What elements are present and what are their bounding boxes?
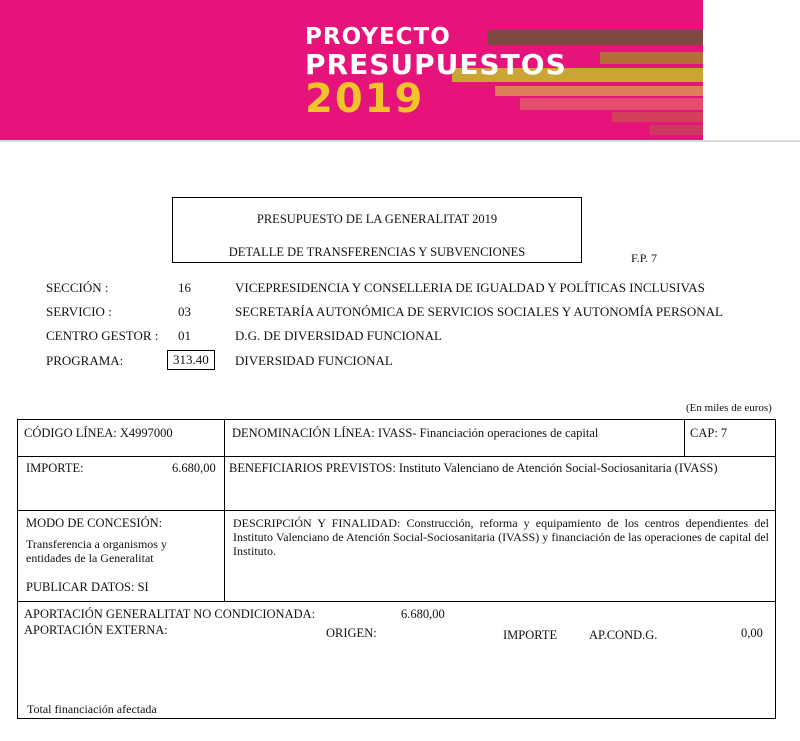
servicio-name: SECRETARÍA AUTONÓMICA DE SERVICIOS SOCIALES Y AUTONOMÍA PERSONAL	[235, 304, 723, 319]
beneficiarios: BENEFICIARIOS PREVISTOS: Instituto Valenciano de Atención Social-Sociosanitaria (IVASS)	[229, 461, 718, 475]
capitulo: CAP: 7	[690, 426, 728, 440]
ap-cond-label: AP.COND.G.	[589, 628, 658, 642]
importe-column-label: IMPORTE	[503, 628, 558, 642]
banner-stripe	[600, 52, 703, 64]
banner-line2: PRESUPUESTOS	[305, 48, 567, 81]
seccion-name: VICEPRESIDENCIA Y CONSELLERIA DE IGUALDAD Y POLÍTICAS INCLUSIVAS	[235, 280, 705, 295]
banner-line1: PROYECTO	[305, 24, 451, 50]
modo-concesion-line1: Transferencia a organismos y	[26, 537, 167, 551]
banner-year: 2019	[305, 76, 425, 122]
document-subtitle: DETALLE DE TRANSFERENCIAS Y SUBVENCIONES	[228, 245, 526, 259]
units-note: (En miles de euros)	[686, 402, 772, 414]
total-financiacion-label: Total financiación afectada	[27, 702, 157, 716]
banner-stripe	[487, 30, 703, 45]
denominacion-linea: DENOMINACIÓN LÍNEA: IVASS- Financiación operaciones de capital	[232, 426, 599, 440]
descripcion-finalidad: DESCRIPCIÓN Y FINALIDAD: Construcción, reforma y equipamiento de los centros dependientes del Instituto Valenciano de Atención Social-Sociosanitaria (IVASS) y financiación de las operaciones de capital del Instituto.	[233, 516, 769, 558]
banner-divider	[0, 140, 800, 142]
document-title: PRESUPUESTO DE LA GENERALITAT 2019	[256, 212, 498, 226]
row-divider	[17, 510, 776, 511]
banner-stripe	[495, 86, 703, 96]
centro-label: CENTRO GESTOR :	[46, 328, 159, 343]
servicio-code: 03	[178, 304, 191, 319]
column-divider	[684, 419, 685, 456]
row-divider	[17, 601, 776, 602]
codigo-linea: CÓDIGO LÍNEA: X4997000	[24, 426, 173, 440]
seccion-code: 16	[178, 280, 191, 295]
modo-concesion-label: MODO DE CONCESIÓN:	[26, 516, 163, 530]
seccion-label: SECCIÓN :	[46, 280, 109, 295]
document-header-box	[172, 197, 582, 263]
banner-stripe	[520, 98, 703, 110]
ap-cond-value: 0,00	[741, 626, 763, 640]
importe-value: 6.680,00	[172, 461, 216, 475]
centro-name: D.G. DE DIVERSIDAD FUNCIONAL	[235, 328, 442, 343]
aportacion-generalitat-label: APORTACIÓN GENERALITAT NO CONDICIONADA:	[24, 607, 316, 621]
importe-label: IMPORTE:	[26, 461, 84, 475]
budget-banner	[0, 0, 703, 140]
programa-code: 313.40	[167, 350, 215, 370]
origen-label: ORIGEN:	[326, 626, 377, 640]
programa-name: DIVERSIDAD FUNCIONAL	[235, 353, 393, 368]
aportacion-generalitat-value: 6.680,00	[401, 607, 445, 621]
banner-stripe	[650, 125, 703, 135]
centro-code: 01	[178, 328, 191, 343]
fp-label: F.P. 7	[631, 251, 658, 265]
servicio-label: SERVICIO :	[46, 304, 112, 319]
banner-stripe	[612, 112, 703, 122]
column-divider	[224, 419, 225, 601]
aportacion-externa-label: APORTACIÓN EXTERNA:	[24, 623, 168, 637]
publicar-datos: PUBLICAR DATOS: SI	[26, 580, 149, 594]
row-divider	[17, 456, 776, 457]
modo-concesion-line2: entidades de la Generalitat	[26, 551, 154, 565]
programa-label: PROGRAMA:	[46, 353, 124, 368]
